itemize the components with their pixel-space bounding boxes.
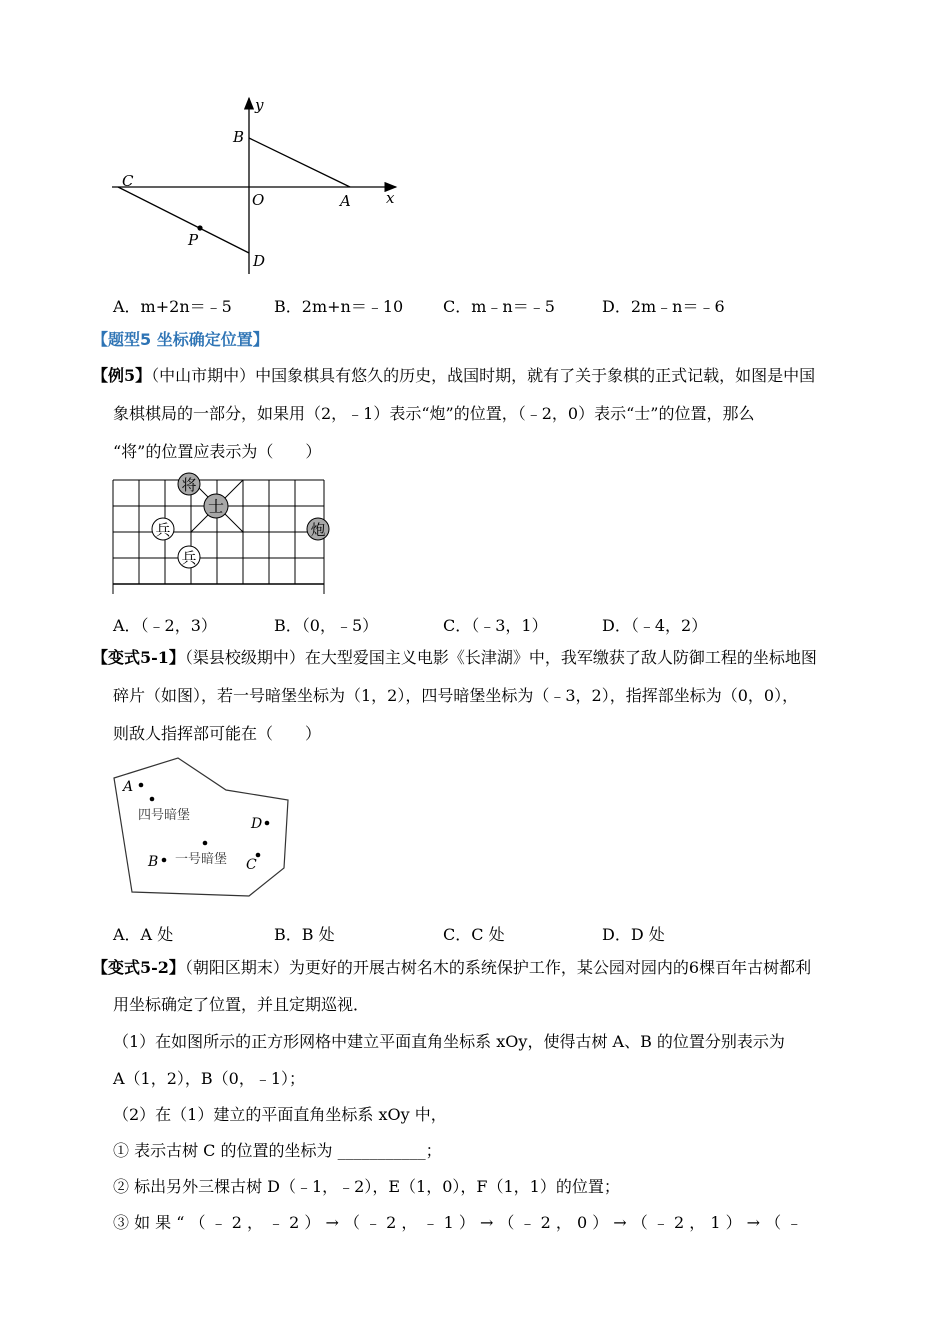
label-y: y [255, 96, 264, 114]
variant51-line3: 则敌人指挥部可能在（ ） [113, 724, 322, 743]
example5-line1 [92, 366, 815, 386]
label-p: P [188, 231, 199, 249]
variant52-part1a: （1）在如图所示的正方形网格中建立平面直角坐标系 xOy，使得古树 A、B 的位置分别表示为 [113, 1032, 785, 1051]
label-a: A [340, 192, 351, 210]
piece-bing-1-label: 兵 [155, 521, 171, 539]
point-p [197, 225, 202, 230]
map-point-b [162, 858, 167, 863]
variant51-option-a: A．A 处 [113, 925, 174, 944]
variant52-part2: （2）在（1）建立的平面直角坐标系 xOy 中， [113, 1105, 447, 1124]
variant51-line1 [92, 648, 817, 668]
variant52-item3: ③ 如 果 “ （ ﹣ 2 ， ﹣ 2 ） → （ ﹣ 2 ， ﹣ 1 ） → （ ﹣ 2 ， 0 ） → （ ﹣ 2 ， 1 ） → （ ﹣ [113, 1213, 803, 1232]
example5-tag: 【例5】 [92, 366, 152, 385]
variant52-part1b: A（1，2），B（0，﹣1）； [113, 1069, 306, 1088]
map-label-a: A [123, 779, 134, 795]
label-x: x [386, 189, 395, 207]
piece-pao-label: 炮 [310, 521, 326, 539]
map-label-c: C [246, 857, 257, 873]
example5-option-d: D．（﹣4，2） [602, 616, 708, 635]
example5-line2: 象棋棋局的一部分，如果用（2，﹣1）表示“炮”的位置，（﹣2，0）表示“士”的位置，那么 [113, 404, 755, 423]
variant51-option-d: D．D 处 [602, 925, 665, 944]
example5-option-c: C．（﹣3，1） [443, 616, 548, 635]
piece-pao [307, 518, 329, 540]
piece-bing-2 [178, 546, 200, 568]
example5-text1: （中山市期中）中国象棋具有悠久的历史，战国时期，就有了关于象棋的正式记载，如图是中国 [151, 366, 816, 385]
example5-line3: “将”的位置应表示为（ ） [113, 442, 322, 461]
map-point-d [265, 821, 270, 826]
variant51-option-c: C．C 处 [443, 925, 505, 944]
variant52-item2: ② 标出另外三棵古树 D（﹣1，﹣2），E（1，0），F（1，1）的位置； [113, 1177, 620, 1196]
map-label-b: B [148, 854, 159, 870]
map-label-d: D [251, 816, 263, 832]
segment-cd [118, 187, 249, 253]
prev-option-a: A．m+2n＝﹣5 [113, 297, 232, 316]
piece-shi [204, 494, 228, 518]
variant52-tag: 【变式5-2】 [92, 958, 185, 977]
variant51-text1: （渠县校级期中）在大型爱国主义电影《长津湖》中，我军缴获了敌人防御工程的坐标地图 [184, 648, 817, 667]
piece-jiang-label: 将 [181, 476, 197, 494]
variant52-line2: 用坐标确定了位置，并且定期巡视． [113, 995, 370, 1014]
prev-option-c: C．m﹣n＝﹣5 [443, 297, 555, 316]
label-b: B [233, 128, 245, 146]
section-title: 【题型5 坐标确定位置】 [92, 330, 269, 349]
piece-bing-1 [152, 518, 174, 540]
map-point-fort4 [150, 797, 155, 802]
label-o: O [252, 191, 265, 209]
example5-option-a: A．（﹣2，3） [113, 616, 217, 635]
map-point-a [139, 783, 144, 788]
variant52-text1: （朝阳区期末）为更好的开展古树名木的系统保护工作，某公园对园内的6棵百年古树都利 [184, 958, 812, 977]
example5-option-b: B．（0，﹣5） [274, 616, 379, 635]
label-c: C [122, 172, 134, 190]
figure-axes-abcd [100, 90, 420, 285]
prev-option-b: B．2m+n＝﹣10 [274, 297, 404, 316]
figure-chess-board [108, 472, 338, 594]
variant52-line1 [92, 958, 811, 978]
variant52-item1: ① 表示古树 C 的位置的坐标为 ___________； [113, 1141, 442, 1160]
piece-bing-2-label: 兵 [181, 549, 197, 567]
figure-map-fragment [108, 756, 298, 901]
map-label-fort1: 一号暗堡 [175, 852, 228, 867]
variant51-line2: 碎片（如图），若一号暗堡坐标为（1，2），四号暗堡坐标为（﹣3，2），指挥部坐标为（0，0）， [113, 686, 799, 705]
piece-shi-label: 士 [207, 497, 225, 516]
prev-option-d: D．2m﹣n＝﹣6 [602, 297, 725, 316]
piece-jiang [178, 473, 200, 495]
label-d: D [253, 252, 266, 270]
map-point-fort1 [203, 841, 208, 846]
map-label-fort4: 四号暗堡 [138, 808, 191, 823]
variant51-tag: 【变式5-1】 [92, 648, 185, 667]
variant51-option-b: B．B 处 [274, 925, 335, 944]
segment-ab [249, 138, 350, 187]
